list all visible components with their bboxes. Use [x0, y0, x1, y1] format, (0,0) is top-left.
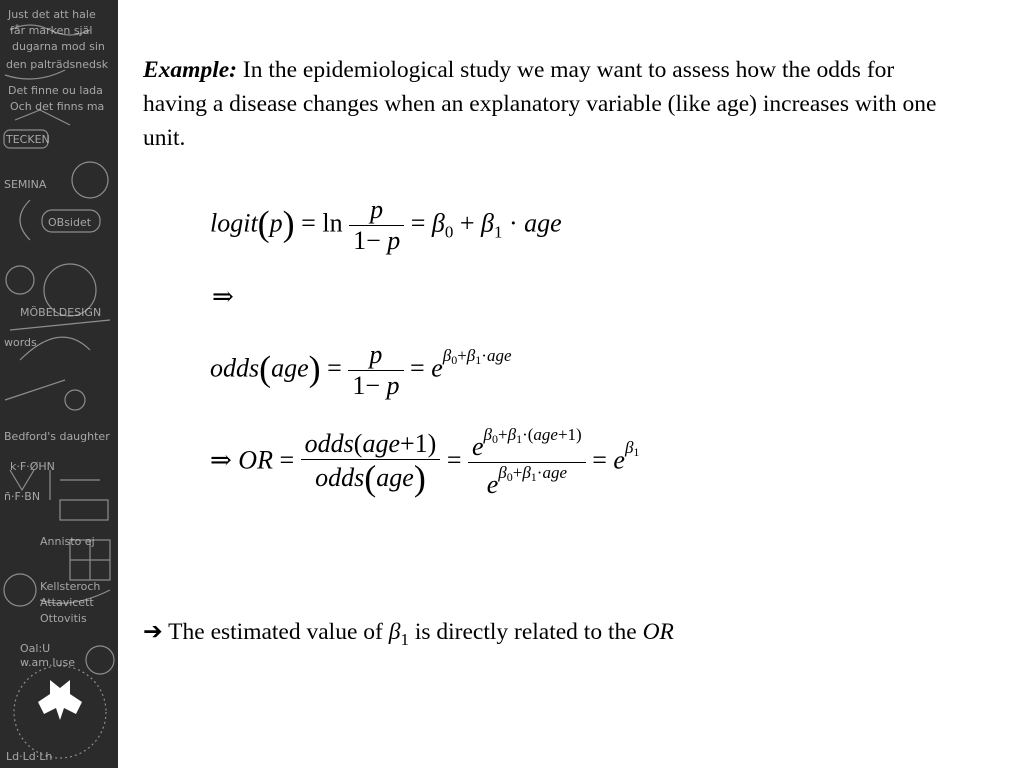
paren: ): [282, 203, 295, 244]
paren: (: [257, 203, 270, 244]
odds: odds: [210, 353, 260, 383]
svg-text:dugarna mod sin: dugarna mod sin: [12, 40, 105, 53]
ln: ln: [322, 208, 343, 238]
conclusion-line: [143, 617, 674, 650]
fraction: [349, 195, 404, 256]
svg-text:Ottovitis: Ottovitis: [40, 612, 87, 625]
one-minus: 1−: [352, 371, 381, 400]
euler-e: e: [431, 353, 443, 383]
intro-paragraph: [143, 53, 943, 155]
implies-arrow: ⇒: [212, 282, 234, 311]
svg-text:k·F·ØHN: k·F·ØHN: [10, 460, 55, 473]
svg-text:OBsidet: OBsidet: [48, 216, 92, 229]
svg-text:MÖBELDESIGN: MÖBELDESIGN: [20, 306, 102, 319]
exponent: β0+β1·age: [442, 346, 512, 368]
var-p: p: [387, 226, 401, 255]
beta: β: [388, 619, 401, 645]
fraction-odds: $\frac{\text{odds(age+1)}}{\text{odds(age)}}$: [301, 429, 441, 496]
logit-equation: [210, 195, 562, 256]
intro-text: In the epidemiological study we may want to assess how the odds for having a disease changes when an explanatory variable (like age) increases with one unit.: [143, 57, 937, 151]
beta: β: [431, 208, 445, 238]
or-symbol: OR: [238, 445, 273, 475]
fraction-numerator: p: [349, 195, 404, 226]
odds-ratio-equation: [210, 425, 639, 500]
equals: =: [279, 445, 295, 475]
svg-text:SEMINA: SEMINA: [4, 178, 47, 191]
exponent: β1: [624, 438, 640, 460]
sub-1: 1: [494, 222, 503, 242]
sub-0: 0: [444, 222, 454, 242]
equals: =: [327, 353, 342, 383]
paren: (: [259, 348, 272, 389]
var-age: age: [271, 353, 309, 383]
fraction: [348, 340, 403, 401]
equals: =: [410, 353, 425, 383]
euler-e: e: [613, 445, 625, 475]
svg-text:den palträdsnedsk: den palträdsnedsk: [6, 58, 109, 71]
example-label: Example:: [143, 57, 237, 83]
fraction-numerator: p: [348, 340, 403, 371]
beta: β: [481, 208, 494, 238]
svg-text:Just det att hale: Just det att hale: [8, 8, 96, 21]
one-minus: 1−: [353, 226, 381, 255]
dot: ·: [509, 208, 518, 238]
var-age: age: [524, 208, 562, 238]
implies-arrow: ⇒: [210, 445, 232, 475]
sub-1: 1: [400, 630, 409, 649]
svg-text:words: words: [4, 336, 37, 349]
conclusion-text: is directly related to the: [408, 619, 643, 645]
equals: =: [301, 208, 316, 238]
svg-text:Ld·Ld·Lh: Ld·Ld·Lh: [6, 750, 53, 763]
odds-equation: [210, 340, 511, 401]
svg-text:Attavicett: Attavicett: [40, 596, 94, 609]
var-p: p: [269, 208, 283, 238]
arrow-icon: ➔: [143, 619, 163, 645]
svg-text:Och det finns ma: Och det finns ma: [10, 100, 105, 113]
or-symbol: OR: [642, 619, 674, 645]
equals: =: [592, 445, 607, 475]
svg-text:TECKEN: TECKEN: [6, 133, 50, 146]
svg-text:Oal:U: Oal:U: [20, 642, 51, 655]
paren: ): [308, 348, 321, 389]
svg-text:Det finne ou lada: Det finne ou lada: [8, 84, 103, 97]
fraction-exp: $\frac{e^{\beta 0+\beta 1\cdot(age+1)}}{e^{\beta 0+\beta 1\cdot age}}$: [468, 425, 586, 500]
svg-text:Bedford's daughter: Bedford's daughter: [4, 430, 110, 443]
plus: +: [459, 208, 475, 238]
equals: =: [410, 208, 426, 238]
var-p: p: [386, 371, 400, 400]
svg-text:w.am.luse: w.am.luse: [20, 656, 75, 669]
svg-text:Annisto ej: Annisto ej: [40, 535, 95, 548]
svg-text:Kellsteroch: Kellsteroch: [40, 580, 101, 593]
conclusion-text: The estimated value of: [162, 619, 389, 645]
svg-text:får marken själ: får marken själ: [10, 24, 93, 37]
logit-fn: logit: [210, 208, 258, 238]
equals: =: [446, 445, 462, 475]
svg-text:ñ·F·BN: ñ·F·BN: [4, 490, 41, 503]
